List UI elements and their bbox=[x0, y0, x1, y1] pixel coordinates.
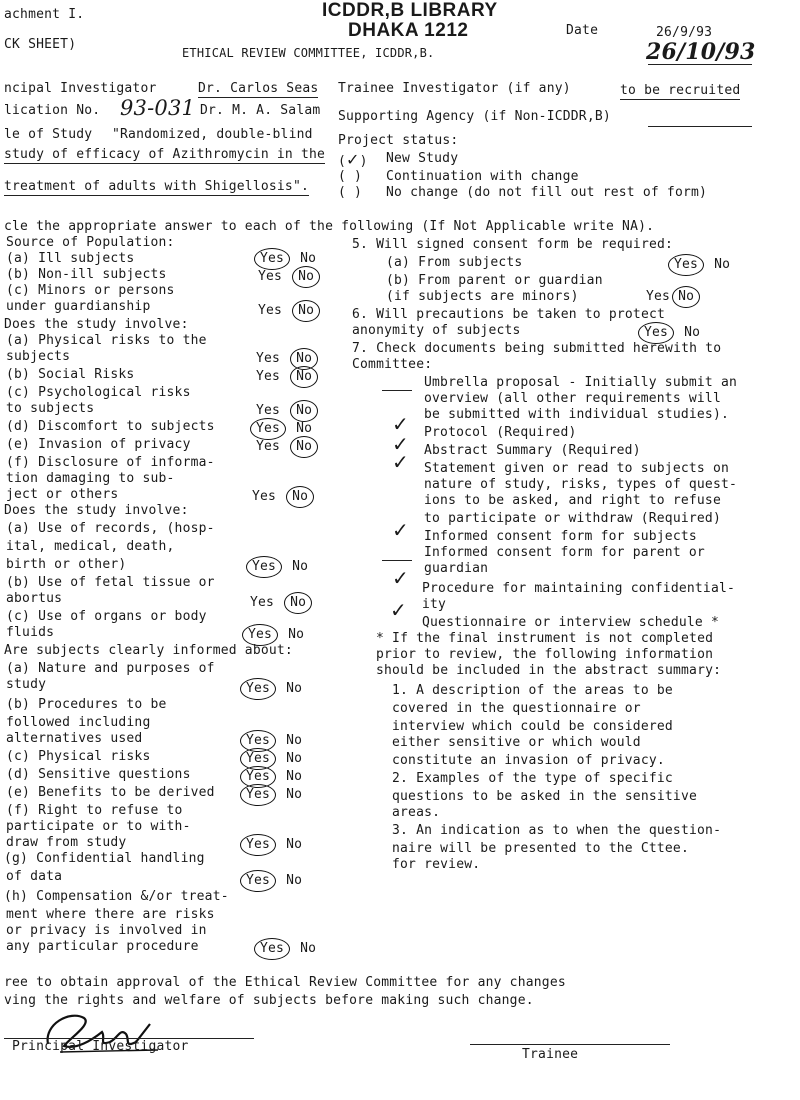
doc-consent-parent-line2: guardian bbox=[424, 561, 489, 576]
library-stamp-line2: DHAKA 1212 bbox=[348, 20, 469, 41]
q-psych-risks-line1: (c) Psychological risks bbox=[6, 385, 191, 400]
check-protocol-icon[interactable]: ✓ bbox=[392, 412, 409, 436]
pi-value: Dr. Carlos Seas bbox=[198, 81, 319, 96]
date-underline bbox=[648, 64, 752, 65]
status-nochange-box[interactable]: ( ) bbox=[338, 185, 363, 200]
ans-physical-risks[interactable]: Yes No bbox=[256, 351, 313, 366]
informed-heading: Are subjects clearly informed about: bbox=[4, 643, 293, 658]
trainee-value: to be recruited bbox=[620, 83, 741, 98]
note-item2-line3: areas. bbox=[392, 805, 441, 820]
check-statement-icon[interactable]: ✓ bbox=[392, 450, 409, 474]
q5-parent-line1: (b) From parent or guardian bbox=[386, 273, 603, 288]
q-organs-line1: (c) Use of organs or body bbox=[6, 609, 207, 624]
q-fetal-line1: (b) Use of fetal tissue or bbox=[6, 575, 215, 590]
q-nonill-subjects: (b) Non-ill subjects bbox=[6, 267, 167, 282]
q-fetal-line2: abortus bbox=[6, 591, 63, 606]
pi-label: ncipal Investigator bbox=[4, 81, 157, 96]
agreement-line2: ving the rights and welfare of subjects before making such change. bbox=[4, 993, 534, 1008]
q-procedures-line2: followed including bbox=[6, 715, 151, 730]
check-questionnaire-icon[interactable]: ✓ bbox=[390, 598, 407, 622]
ans-compensation[interactable]: Yes No bbox=[260, 941, 317, 956]
note-item2-line2: questions to be asked in the sensitive bbox=[392, 789, 698, 804]
trainee-signature-label: Trainee bbox=[522, 1047, 579, 1062]
check-confidentiality-icon[interactable]: ✓ bbox=[392, 566, 409, 590]
status-label: Project status: bbox=[338, 133, 459, 148]
trainee-signature-line bbox=[470, 1044, 670, 1045]
involve2-heading: Does the study involve: bbox=[4, 503, 189, 518]
q6-line1: 6. Will precautions be taken to protect bbox=[352, 307, 666, 322]
doc-statement-line3: ions to be asked, and right to refuse bbox=[424, 493, 721, 508]
ans-physical-risks-informed[interactable]: Yes No bbox=[246, 751, 303, 766]
check-sheet-label: CK SHEET) bbox=[4, 37, 77, 52]
status-new-label: New Study bbox=[386, 151, 459, 166]
q-records-line1: (a) Use of records, (hosp- bbox=[6, 521, 215, 536]
status-new-box[interactable]: (✓) bbox=[338, 150, 368, 169]
ans-nature[interactable]: Yes No bbox=[246, 681, 303, 696]
q-discomfort: (d) Discomfort to subjects bbox=[6, 419, 215, 434]
q-sensitive-questions: (d) Sensitive questions bbox=[6, 767, 191, 782]
doc-statement-line1: Statement given or read to subjects on bbox=[424, 461, 730, 476]
ans-sensitive-questions[interactable]: Yes No bbox=[246, 769, 303, 784]
title-line3: treatment of adults with Shigellosis". bbox=[4, 179, 310, 194]
title-label: le of Study bbox=[4, 127, 93, 142]
note-item1-line4: either sensitive or which would bbox=[392, 735, 641, 750]
q-disclosure-line3: ject or others bbox=[6, 487, 119, 502]
doc-umbrella-line3: be submitted with individual studies). bbox=[424, 407, 730, 422]
q-minors-line2: under guardianship bbox=[6, 299, 151, 314]
q-procedures-line3: alternatives used bbox=[6, 731, 143, 746]
q-disclosure-line1: (f) Disclosure of informa- bbox=[6, 455, 215, 470]
date-value: 26/9/93 bbox=[656, 25, 713, 40]
ans-ill-subjects[interactable]: Yes No bbox=[260, 251, 317, 266]
ans-procedures[interactable]: Yes No bbox=[246, 733, 303, 748]
status-continuation-label: Continuation with change bbox=[386, 169, 579, 184]
doc-questionnaire: Questionnaire or interview schedule * bbox=[422, 615, 719, 630]
q-nature-line1: (a) Nature and purposes of bbox=[6, 661, 215, 676]
pi-signature-label: Principal Investigator bbox=[12, 1039, 189, 1054]
ans-minors[interactable]: Yes No bbox=[258, 303, 315, 318]
status-continuation-box[interactable]: ( ) bbox=[338, 169, 363, 184]
q-physical-risks-informed: (c) Physical risks bbox=[6, 749, 151, 764]
trainee-label: Trainee Investigator (if any) bbox=[338, 81, 571, 96]
note-item1-line3: interview which could be considered bbox=[392, 719, 673, 734]
q-physical-risks-line2: subjects bbox=[6, 349, 71, 364]
ans-q6[interactable]: Yes No bbox=[644, 325, 701, 340]
ans-social-risks[interactable]: Yes No bbox=[256, 369, 313, 384]
ans-q5-parent[interactable]: Yes No bbox=[646, 289, 695, 304]
q-confidential-line1: (g) Confidential handling bbox=[4, 851, 205, 866]
instruction-text: cle the appropriate answer to each of the following (If Not Applicable write NA). bbox=[4, 219, 655, 234]
q-social-risks: (b) Social Risks bbox=[6, 367, 135, 382]
doc-consent-parent-line1: Informed consent form for parent or bbox=[424, 545, 705, 560]
agency-blank bbox=[648, 126, 752, 127]
title-line1: "Randomized, double-blind bbox=[112, 127, 313, 142]
ans-benefits[interactable]: Yes No bbox=[246, 787, 303, 802]
note-item3-line1: 3. An indication as to when the question- bbox=[392, 823, 722, 838]
note-item2-line1: 2. Examples of the type of specific bbox=[392, 771, 673, 786]
q-invasion-privacy: (e) Invasion of privacy bbox=[6, 437, 191, 452]
q5-parent-line2: (if subjects are minors) bbox=[386, 289, 579, 304]
status-nochange-label: No change (do not fill out rest of form) bbox=[386, 185, 708, 200]
committee-title: ETHICAL REVIEW COMMITTEE, ICDDR,B. bbox=[182, 46, 435, 60]
ans-fetal[interactable]: Yes No bbox=[250, 595, 307, 610]
q-records-line3: birth or other) bbox=[6, 557, 127, 572]
attachment-label: achment I. bbox=[4, 7, 85, 22]
date-value-handwritten: 26/10/93 bbox=[646, 39, 756, 65]
q-psych-risks-line2: to subjects bbox=[6, 401, 95, 416]
ans-q5-subjects[interactable]: Yes No bbox=[674, 257, 731, 272]
ans-psych-risks[interactable]: Yes No bbox=[256, 403, 313, 418]
q-compensation-line1: (h) Compensation &/or treat- bbox=[4, 889, 229, 904]
note-item3-line3: for review. bbox=[392, 857, 481, 872]
note-item1-line1: 1. A description of the areas to be bbox=[392, 683, 673, 698]
date-label: Date bbox=[566, 23, 599, 38]
ans-organs[interactable]: Yes No bbox=[248, 627, 305, 642]
doc-umbrella-line2: overview (all other requirements will bbox=[424, 391, 721, 406]
q-confidential-line2: of data bbox=[6, 869, 63, 884]
q-refuse-line2: participate or to with- bbox=[6, 819, 191, 834]
q-ill-subjects: (a) Ill subjects bbox=[6, 251, 135, 266]
q-compensation-line4: any particular procedure bbox=[6, 939, 199, 954]
note-line2: prior to review, the following information bbox=[376, 647, 714, 662]
q-organs-line2: fluids bbox=[6, 625, 55, 640]
check-consent-parent-blank[interactable] bbox=[382, 560, 412, 561]
q-benefits: (e) Benefits to be derived bbox=[6, 785, 215, 800]
q-records-line2: ital, medical, death, bbox=[6, 539, 175, 554]
q-disclosure-line2: tion damaging to sub- bbox=[6, 471, 175, 486]
check-abstract-icon[interactable]: ✓ bbox=[392, 432, 409, 456]
note-line1: * If the final instrument is not completed bbox=[376, 631, 714, 646]
q6-line2: anonymity of subjects bbox=[352, 323, 521, 338]
doc-confidentiality-line2: ity bbox=[422, 597, 447, 612]
application-number: 93-031 bbox=[120, 96, 196, 120]
source-heading: Source of Population: bbox=[6, 235, 175, 250]
agency-label: Supporting Agency (if Non-ICDDR,B) bbox=[338, 109, 611, 124]
note-item3-line2: naire will be presented to the Cttee. bbox=[392, 841, 689, 856]
check-consent-subjects-icon[interactable]: ✓ bbox=[392, 518, 409, 542]
q-nature-line2: study bbox=[6, 677, 47, 692]
q5-from-subjects: (a) From subjects bbox=[386, 255, 523, 270]
ans-confidential[interactable]: Yes No bbox=[246, 873, 303, 888]
doc-umbrella-line1: Umbrella proposal - Initially submit an bbox=[424, 375, 738, 390]
ans-discomfort[interactable]: Yes No bbox=[256, 421, 313, 436]
involve-heading: Does the study involve: bbox=[4, 317, 189, 332]
note-line3: should be included in the abstract summary: bbox=[376, 663, 722, 678]
ans-nonill-subjects[interactable]: Yes No bbox=[258, 269, 315, 284]
application-label: lication No. bbox=[4, 103, 101, 118]
doc-statement-line2: nature of study, risks, types of quest- bbox=[424, 477, 738, 492]
q5-heading: 5. Will signed consent form be required: bbox=[352, 237, 674, 252]
ans-invasion-privacy[interactable]: Yes No bbox=[256, 439, 313, 454]
q7-line1: 7. Check documents being submitted herewith to bbox=[352, 341, 722, 356]
q-compensation-line2: ment where there are risks bbox=[6, 907, 215, 922]
ans-disclosure[interactable]: Yes No bbox=[252, 489, 309, 504]
note-item1-line2: covered in the questionnaire or bbox=[392, 701, 641, 716]
q-refuse-line1: (f) Right to refuse to bbox=[6, 803, 183, 818]
application-name: Dr. M. A. Salam bbox=[200, 103, 321, 118]
q-refuse-line3: draw from study bbox=[6, 835, 127, 850]
ans-records[interactable]: Yes No bbox=[252, 559, 309, 574]
q-procedures-line1: (b) Procedures to be bbox=[6, 697, 167, 712]
note-item1-line5: constitute an invasion of privacy. bbox=[392, 753, 665, 768]
agreement-line1: ree to obtain approval of the Ethical Review Committee for any changes bbox=[4, 975, 566, 990]
q-compensation-line3: or privacy is involved in bbox=[6, 923, 207, 938]
doc-statement-line4: to participate or withdraw (Required) bbox=[424, 511, 721, 526]
q7-line2: Committee: bbox=[352, 357, 433, 372]
doc-abstract: Abstract Summary (Required) bbox=[424, 443, 641, 458]
doc-confidentiality-line1: Procedure for maintaining confidential- bbox=[422, 581, 736, 596]
q-physical-risks-line1: (a) Physical risks to the bbox=[6, 333, 207, 348]
q-minors-line1: (c) Minors or persons bbox=[6, 283, 175, 298]
doc-protocol: Protocol (Required) bbox=[424, 425, 577, 440]
title-line2: study of efficacy of Azithromycin in the bbox=[4, 147, 326, 162]
library-stamp-line1: ICDDR,B LIBRARY bbox=[322, 0, 498, 21]
ans-refuse[interactable]: Yes No bbox=[246, 837, 303, 852]
doc-consent-subjects: Informed consent form for subjects bbox=[424, 529, 697, 544]
check-umbrella-blank[interactable] bbox=[382, 390, 412, 391]
